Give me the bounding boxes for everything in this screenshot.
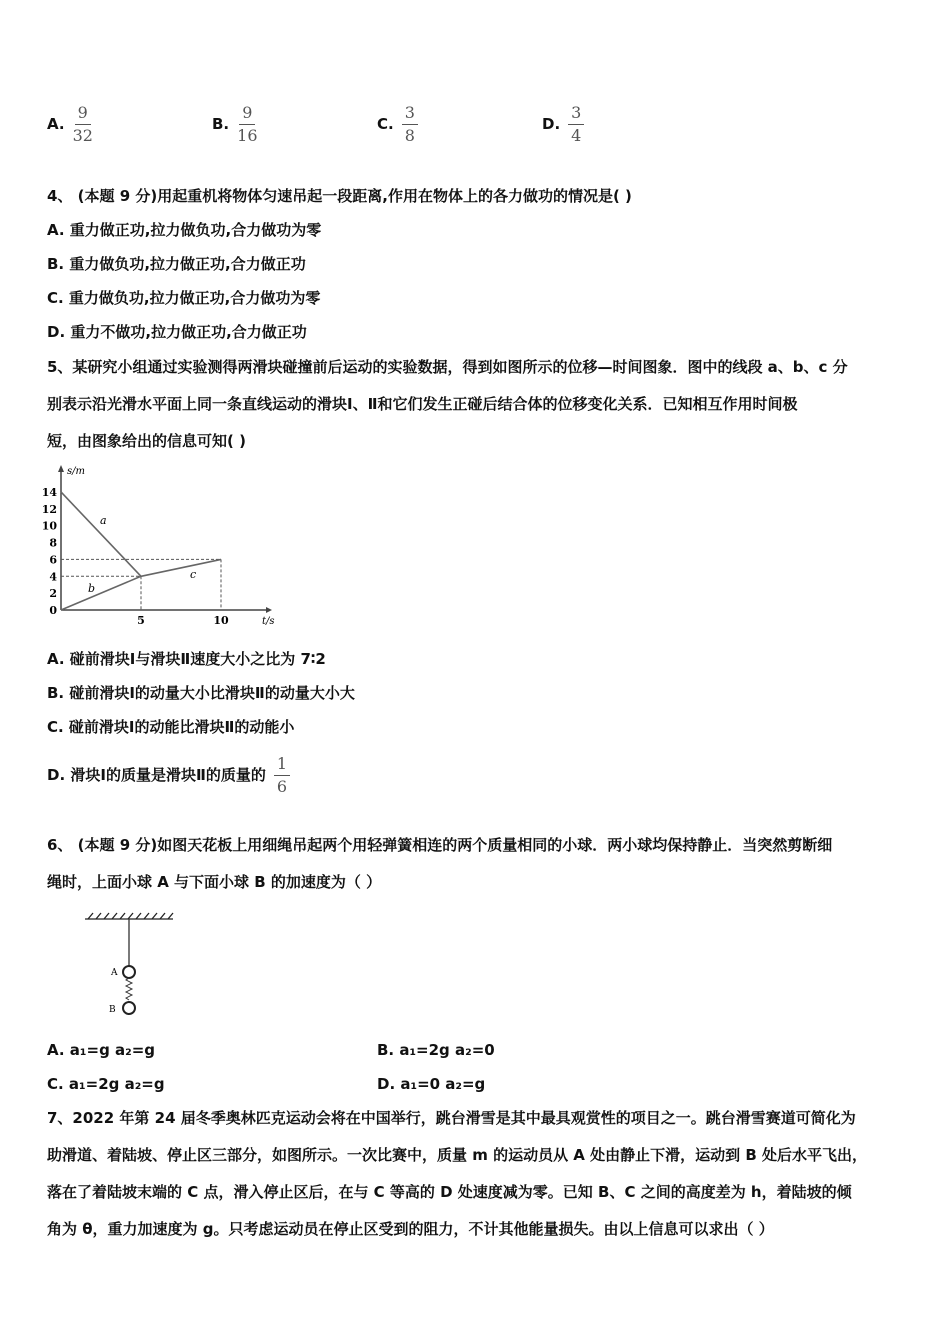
option-label: C. (377, 115, 394, 133)
fraction (73, 102, 93, 147)
x-tick-label: 5 (137, 614, 145, 627)
y-tick-label: 6 (49, 553, 57, 567)
denominator: 16 (237, 126, 258, 145)
q7-stem-line: 角为 θ，重力加速度为 g。只考虑运动员在停止区受到的阻力，不计其他能量损失。由以上信息可以求出（ ） (47, 1220, 774, 1238)
y-tick-label: 10 (41, 519, 57, 533)
denominator: 8 (404, 126, 415, 145)
fraction (568, 102, 584, 147)
ball-a (123, 966, 135, 978)
option-label: B. (212, 115, 230, 133)
option-label: D. (542, 115, 561, 133)
q5-stem-line: 短，由图象给出的信息可知( ) (47, 432, 246, 450)
q4-option-d[interactable]: D. 重力不做功,拉力做正功,合力做正功 (47, 323, 307, 341)
q7-stem-line: 7、2022 年第 24 届冬季奥林匹克运动会将在中国举行，跳台滑雪是其中最具观赏性的项目之一。跳台滑雪赛道可简化为 (47, 1109, 856, 1127)
segment-c (141, 559, 221, 576)
line-label-c: c (190, 568, 197, 581)
y-tick-label: 0 (49, 604, 57, 617)
q5-stem-line: 5、某研究小组通过实验测得两滑块碰撞前后运动的实验数据，得到如图所示的位移—时间图象．图中的线段 a、b、c 分 (47, 358, 848, 376)
y-tick-label: 14 (41, 485, 57, 499)
q7-stem-line: 助滑道、着陆坡、停止区三部分，如图所示。一次比赛中，质量 m 的运动员从 A 处由静止下滑，运动到 B 处后水平飞出， (47, 1146, 868, 1164)
numerator: 3 (402, 102, 418, 125)
numerator: 9 (239, 102, 255, 125)
ceiling-hatch (85, 913, 173, 919)
spring (126, 978, 132, 1000)
fraction (402, 102, 418, 147)
x-axis-arrow (266, 607, 272, 613)
q6-option-d[interactable]: D. a₁=0 a₂=g (377, 1075, 486, 1093)
q6-stem-line: 6、 (本题 9 分)如图天花板上用细绳吊起两个用轻弹簧相连的两个质量相同的小球．两小球均保持静止．当突然剪断细 (47, 836, 833, 854)
segment-a (61, 492, 141, 576)
q6-option-a[interactable]: A. a₁=g a₂=g (47, 1041, 156, 1059)
q5-option-d[interactable] (47, 752, 290, 798)
q6-option-b[interactable]: B. a₁=2g a₂=0 (377, 1041, 495, 1059)
q4-option-a[interactable]: A. 重力做正功,拉力做负功,合力做功为零 (47, 221, 322, 239)
x-axis-label: t/s (262, 616, 275, 627)
y-axis-label: s/m (67, 466, 85, 477)
denominator: 6 (276, 777, 288, 796)
y-tick-label: 12 (41, 502, 57, 516)
numerator: 9 (75, 102, 91, 125)
y-axis-arrow (58, 465, 64, 472)
q4-option-c[interactable]: C. 重力做负功,拉力做正功,合力做功为零 (47, 289, 321, 307)
q3-option-b[interactable] (212, 102, 258, 147)
position-time-graph (30, 460, 290, 630)
ball-b (123, 1002, 135, 1014)
q5-option-b[interactable]: B. 碰前滑块Ⅰ的动量大小比滑块Ⅱ的动量大小大 (47, 684, 355, 702)
q7-stem-line: 落在了着陆坡末端的 C 点，滑入停止区后，在与 C 等高的 D 处速度减为零。已知 B、C 之间的高度差为 h，着陆坡的倾 (47, 1183, 852, 1201)
fraction (237, 102, 257, 147)
fraction (274, 753, 290, 798)
segment-b (61, 576, 141, 610)
option-label: A. (47, 115, 65, 133)
q3-option-d[interactable] (542, 102, 584, 147)
x-tick-label: 10 (213, 614, 229, 627)
q6-stem-line: 绳时，上面小球 A 与下面小球 B 的加速度为（ ） (47, 873, 382, 891)
numerator: 1 (274, 753, 290, 776)
label-b: B (109, 1005, 116, 1015)
q5-option-c[interactable]: C. 碰前滑块Ⅰ的动能比滑块Ⅱ的动能小 (47, 718, 295, 736)
label-a: A (111, 968, 118, 978)
y-tick-label: 2 (49, 587, 57, 601)
y-tick-label: 4 (49, 570, 57, 584)
q3-option-a[interactable] (47, 102, 93, 147)
q5-option-a[interactable]: A. 碰前滑块Ⅰ与滑块Ⅱ速度大小之比为 7∶2 (47, 650, 326, 668)
line-label-b: b (88, 582, 96, 595)
denominator: 4 (571, 126, 582, 145)
q5-stem-line: 别表示沿光滑水平面上同一条直线运动的滑块Ⅰ、Ⅱ和它们发生正碰后结合体的位移变化关系．已知相互作用时间极 (47, 395, 798, 413)
line-label-a: a (100, 514, 107, 527)
numerator: 3 (568, 102, 584, 125)
spring-balls-figure (80, 905, 180, 1020)
y-tick-label: 8 (49, 536, 57, 550)
denominator: 32 (72, 126, 93, 145)
option-text: D. 滑块Ⅰ的质量是滑块Ⅱ的质量的 (47, 766, 266, 784)
q4-option-b[interactable]: B. 重力做负功,拉力做正功,合力做正功 (47, 255, 306, 273)
q6-option-c[interactable]: C. a₁=2g a₂=g (47, 1075, 165, 1093)
q4-stem: 4、 (本题 9 分)用起重机将物体匀速吊起一段距离,作用在物体上的各力做功的情况是( ) (47, 187, 632, 205)
q3-option-c[interactable] (377, 102, 418, 147)
